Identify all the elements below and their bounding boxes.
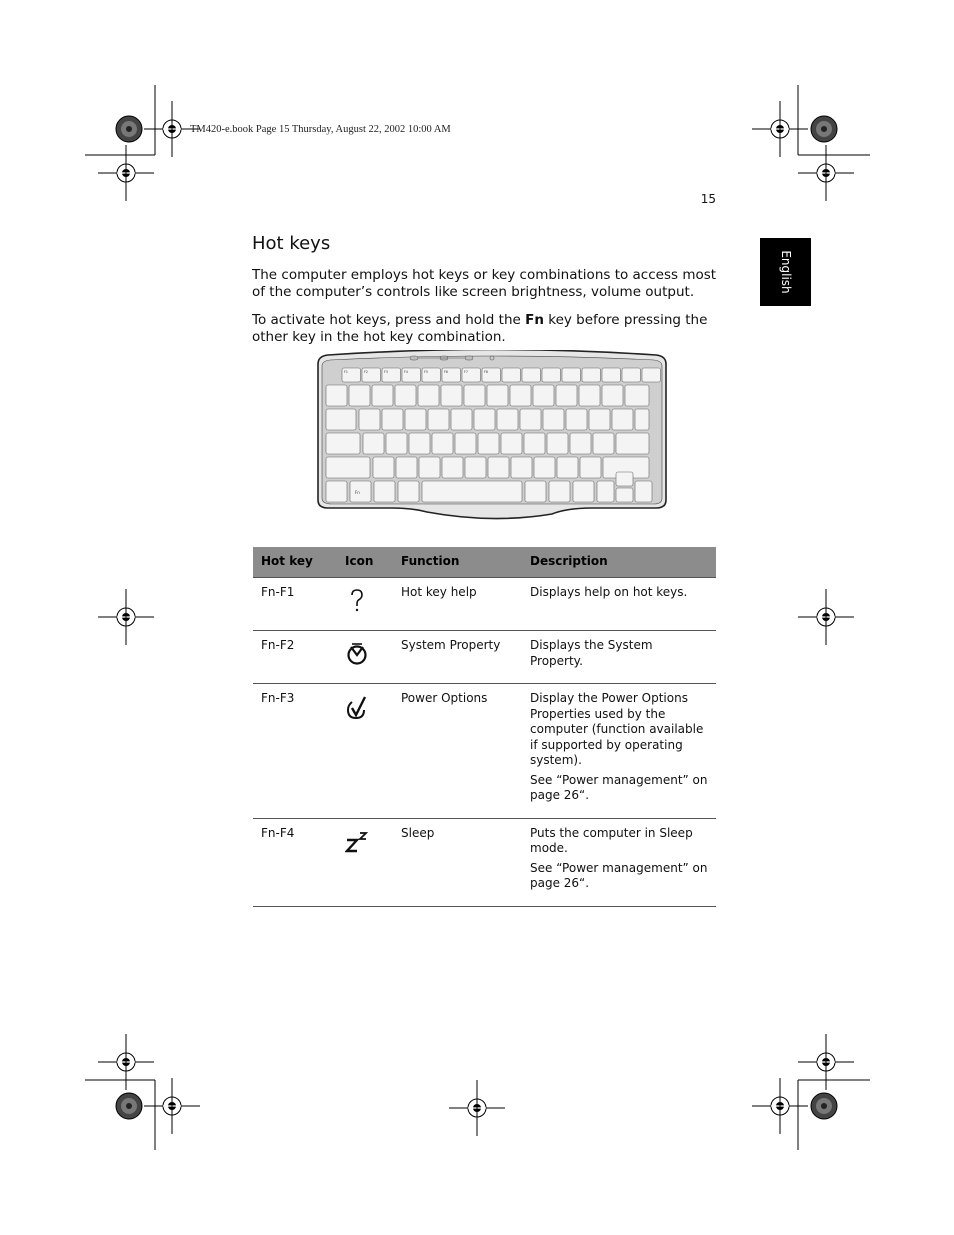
cell-description (522, 818, 716, 906)
table-header-row (253, 547, 716, 578)
keyboard-key (642, 368, 661, 382)
keyboard-key (497, 409, 518, 430)
keyboard-key (556, 385, 577, 406)
keyboard-key (326, 385, 347, 406)
question-mark-icon (345, 588, 369, 614)
keyboard-key (510, 385, 531, 406)
keyboard-key (579, 385, 600, 406)
keyboard-key (451, 409, 472, 430)
cell-function: Sleep (393, 818, 522, 906)
keyboard-key (474, 409, 495, 430)
keyboard-fn-key-label: Fn (355, 490, 360, 495)
keyboard-key (543, 409, 564, 430)
keyboard-key (478, 433, 499, 454)
cell-description (522, 631, 716, 684)
keyboard-f-key-label: F8 (484, 370, 488, 374)
cell-icon (337, 578, 393, 631)
description-text: Displays the System Property. (530, 638, 653, 668)
cell-hotkey: Fn-F4 (253, 818, 337, 906)
language-tab-label: English (778, 250, 793, 294)
keyboard-key (326, 457, 370, 478)
keyboard-key (441, 385, 462, 406)
description-reference: See “Power management” on page 26“. (530, 860, 708, 890)
keyboard-key (501, 433, 522, 454)
keyboard-key (582, 368, 601, 382)
keyboard-key (573, 481, 594, 502)
keyboard-illustration (312, 350, 672, 522)
keyboard-key (382, 409, 403, 430)
keyboard-key (326, 409, 356, 430)
table-row (253, 818, 716, 906)
description-text: Display the Power Options Properties used by the computer (function available if supported by operating system). (530, 691, 704, 767)
keyboard-key (418, 385, 439, 406)
keyboard-key (524, 433, 545, 454)
activate-paragraph (252, 312, 722, 346)
cell-description (522, 578, 716, 631)
keyboard-f-key-label: F6 (444, 370, 448, 374)
keyboard-key (396, 457, 417, 478)
keyboard-key (442, 457, 463, 478)
header-function: Function (393, 547, 522, 578)
table-row (253, 684, 716, 819)
keyboard-f-key-label: F7 (464, 370, 468, 374)
keyboard-key (326, 481, 347, 502)
keyboard-key (602, 368, 621, 382)
keyboard-key (488, 457, 509, 478)
section-title: Hot keys (252, 233, 331, 254)
keyboard-key (525, 481, 546, 502)
cell-function: Power Options (393, 684, 522, 819)
cell-hotkey: Fn-F3 (253, 684, 337, 819)
keyboard-f-key-label: F2 (364, 370, 368, 374)
keyboard-f-key-label: F5 (424, 370, 428, 374)
power-options-icon (345, 694, 369, 722)
keyboard-key (349, 385, 370, 406)
keyboard-key (405, 409, 426, 430)
keyboard-key (359, 409, 380, 430)
cell-hotkey: Fn-F2 (253, 631, 337, 684)
keyboard-key (395, 385, 416, 406)
keyboard-key (363, 433, 384, 454)
keyboard-key (542, 368, 561, 382)
header-hotkey: Hot key (253, 547, 337, 578)
description-text: Displays help on hot keys. (530, 585, 688, 599)
keyboard-key (534, 457, 555, 478)
keyboard-key (465, 457, 486, 478)
keyboard-key (520, 409, 541, 430)
keyboard-key (547, 433, 568, 454)
keyboard-key (522, 368, 541, 382)
keyboard-key (616, 472, 633, 486)
keyboard-f-key-label: F4 (404, 370, 408, 374)
keyboard-key (616, 488, 633, 502)
keyboard-key (566, 409, 587, 430)
cell-hotkey: Fn-F1 (253, 578, 337, 631)
activate-text-after: key before pressing the other key in the hot key combination. (252, 312, 708, 345)
keyboard-key (373, 457, 394, 478)
keyboard-key (464, 385, 485, 406)
description-text: Puts the computer in Sleep mode. (530, 825, 693, 855)
header-description: Description (522, 547, 716, 578)
header-icon: Icon (337, 547, 393, 578)
keyboard-key (374, 481, 395, 502)
table-row (253, 578, 716, 631)
cell-icon (337, 684, 393, 819)
keyboard-key (326, 433, 360, 454)
cell-description (522, 684, 716, 819)
keyboard-key (557, 457, 578, 478)
keyboard-key (398, 481, 419, 502)
keyboard-key (622, 368, 641, 382)
cell-function: Hot key help (393, 578, 522, 631)
keyboard-key (533, 385, 554, 406)
hotkey-table (253, 547, 716, 907)
sleep-icon (345, 829, 371, 855)
keyboard-key (455, 433, 476, 454)
print-slug: TM420-e.book Page 15 Thursday, August 22, 2002 10:00 AM (190, 124, 451, 135)
keyboard-key (580, 457, 601, 478)
keyboard-key (562, 368, 581, 382)
keyboard-key (616, 433, 649, 454)
cell-function: System Property (393, 631, 522, 684)
keyboard-key (549, 481, 570, 502)
keyboard-key (589, 409, 610, 430)
page-number: 15 (700, 192, 716, 206)
keyboard-key (635, 481, 652, 502)
cell-icon (337, 631, 393, 684)
keyboard-key (372, 385, 393, 406)
keyboard-key (635, 409, 649, 430)
keyboard-key (602, 385, 623, 406)
system-property-icon (345, 641, 369, 667)
activate-text-before: To activate hot keys, press and hold the (252, 312, 526, 328)
fn-key-name: Fn (525, 312, 544, 328)
keyboard-key (597, 481, 614, 502)
description-reference: See “Power management” on page 26“. (530, 772, 708, 802)
table-row (253, 631, 716, 684)
keyboard-key (419, 457, 440, 478)
keyboard-fn-key (350, 481, 371, 502)
keyboard-key (612, 409, 633, 430)
keyboard-key (593, 433, 614, 454)
keyboard-f-key-label: F1 (344, 370, 348, 374)
keyboard-key (487, 385, 508, 406)
intro-paragraph: The computer employs hot keys or key combinations to access most of the computer’s controls like screen brightness, volume output. (252, 267, 717, 300)
cell-icon (337, 818, 393, 906)
keyboard-f-key-label: F3 (384, 370, 388, 374)
keyboard-key (432, 433, 453, 454)
keyboard-key (409, 433, 430, 454)
keyboard-spacebar (422, 481, 522, 502)
keyboard-key (625, 385, 649, 406)
keyboard-key (428, 409, 449, 430)
keyboard-key (502, 368, 521, 382)
language-tab (760, 238, 811, 306)
keyboard-key (570, 433, 591, 454)
keyboard-key (386, 433, 407, 454)
keyboard-key (511, 457, 532, 478)
